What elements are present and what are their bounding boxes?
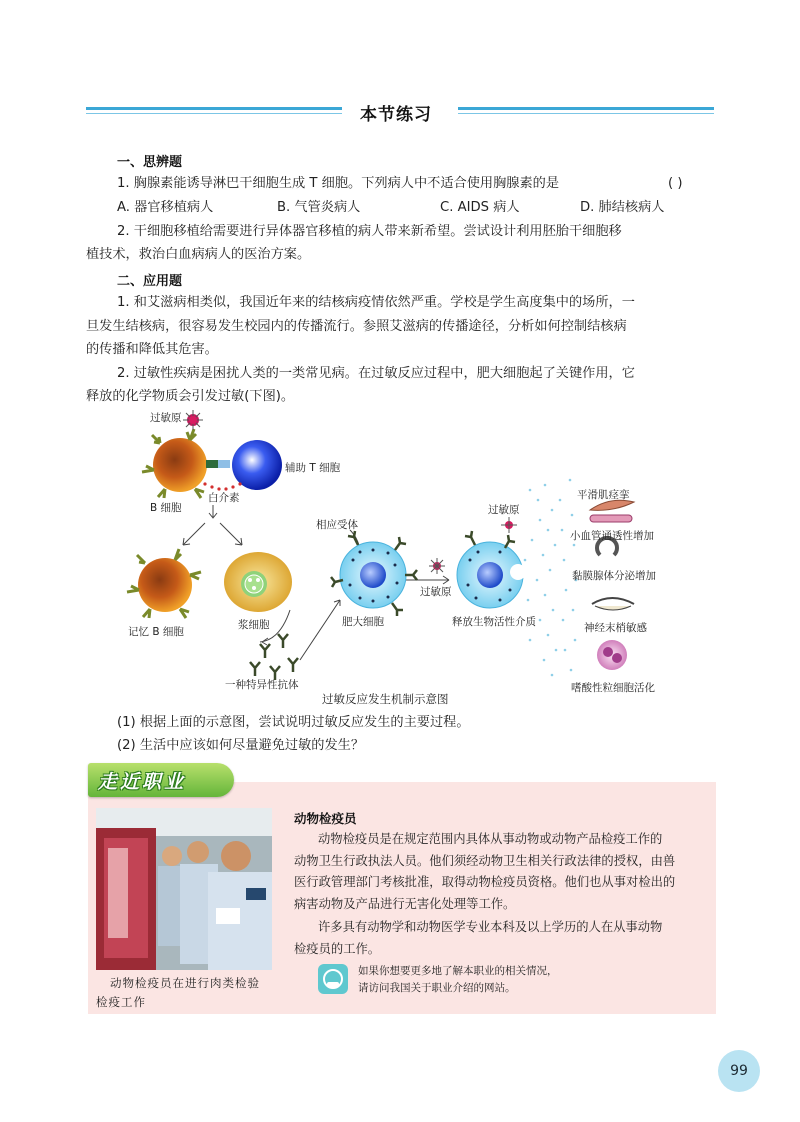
label-allergen-top: 过敏原 [150,412,182,424]
part2-q1-line3: 的传播和降低其危害。 [86,342,218,357]
career-para1-line2: 动物卫生行政执法人员。他们须经动物卫生相关行政法律的授权，由兽 [294,853,676,868]
career-para1-line4: 病害动物及产品进行无害化处理等工作。 [294,896,516,911]
label-helper-t: 辅助 T 细胞 [285,462,341,474]
part2-heading: 二、应用题 [117,274,183,289]
allergen-mid-shape [429,558,445,574]
part2-q2-line2: 释放的化学物质会引发过敏(下图)。 [86,389,295,404]
b-cell-shape [142,429,230,498]
antibodies-shape [250,634,298,680]
label-plasma: 浆细胞 [238,619,270,631]
career-para1 [294,829,675,960]
web-tip-icon [318,964,348,994]
section-title: 本节练习 [360,105,432,125]
label-release: 释放生物活性介质 [452,616,536,628]
label-memory-b: 记忆 B 细胞 [128,626,184,638]
career-para1-line1: 动物检疫员是在规定范围内具体从事动物或动物产品检疫工作的 [318,832,663,846]
career-para2-line2: 检疫员的工作。 [294,941,381,956]
eosinophil-icon [597,640,627,670]
part1-q2-line2: 植技术，救治白血病病人的医治方案。 [86,247,311,262]
label-effect-5: 嗜酸性粒细胞活化 [571,682,655,694]
inspector-photo-image [96,808,272,970]
label-effect-4: 神经末梢敏感 [584,622,647,634]
career-para1-line3: 医行政管理部门考核批准，取得动物检疫员资格。他们也从事对检出的 [294,875,676,889]
diagram-caption: 过敏反应发生机制示意图 [322,692,449,706]
blood-vessel-icon [590,515,632,522]
plasma-cell-shape [224,552,292,612]
part2-sub1: (1) 根据上面的示意图，尝试说明过敏反应发生的主要过程。 [117,715,470,730]
option-d: D. 肺结核病人 [580,200,665,215]
photo-caption [96,974,260,1012]
memory-b-cell-shape [127,549,201,618]
phone-icon [318,964,348,994]
option-b: B. 气管炎病人 [277,200,361,215]
web-tip-line2: 请访问我国关于职业介绍的网站。 [358,982,516,994]
part2-q2-line1: 2. 过敏性疾病是困扰人类的一类常见病。在过敏反应过程中，肥大细胞起了关键作用，它 [117,366,635,381]
mast-cell-shape [331,531,417,616]
mast-cell-releasing-shape [457,517,526,608]
part1-q2-line1: 2. 干细胞移植给需要进行异体器官移植的病人带来新希望。尝试设计利用胚胎干细胞移 [117,224,622,239]
label-b-cell: B 细胞 [150,502,182,514]
part2-sub2: (2) 生活中应该如何尽量避免过敏的发生？ [117,738,365,753]
part2-q1-line2: 旦发生结核病，很容易发生校园内的传播流行。参照艾滋病的传播途径，分析如何控制结核病 [86,319,627,334]
career-title: 动物检疫员 [294,811,357,826]
label-antibody: 一种特异性抗体 [225,679,299,691]
label-effect-1: 平滑肌痉挛 [577,489,630,501]
label-interleukin: 白介素 [208,492,240,504]
label-receptor: 相应受体 [316,519,358,531]
option-a: A. 器官移植病人 [117,200,214,215]
photo-caption-line1: 动物检疫员在进行肉类检验 [110,976,260,990]
part2-q1-line1: 1. 和艾滋病相类似，我国近年来的结核病疫情依然严重。学校是学生高度集中的场所，一 [117,295,635,310]
label-effect-2: 小血管通透性增加 [570,530,654,542]
mediator-spray [524,479,578,677]
option-c: C. AIDS 病人 [440,200,520,215]
inspector-photo [96,808,272,970]
part1-heading: 一、思辨题 [117,155,183,170]
web-tip [358,963,558,997]
nerve-ending-icon [592,598,634,610]
label-allergen-right: 过敏原 [488,504,520,516]
label-effect-3: 黏膜腺体分泌增加 [572,570,656,582]
career-tab [88,763,234,797]
career-tab-label: 走近职业 [98,771,187,793]
label-allergen-mid: 过敏原 [420,586,452,598]
career-para2-line1: 许多具有动物学和动物医学专业本科及以上学历的人在从事动物 [318,920,663,934]
label-mast-cell: 肥大细胞 [342,616,384,628]
part1-q1-blank: ( ) [668,176,683,191]
page-number: 99 [718,1050,760,1092]
part1-q1: 1. 胸腺素能诱导淋巴干细胞生成 T 细胞。下列病人中不适合使用胸腺素的是 [117,176,560,191]
web-tip-line1: 如果你想要更多地了解本职业的相关情况， [358,965,558,977]
photo-caption-line2: 检疫工作 [96,995,146,1009]
allergen-top-shape [183,410,203,430]
